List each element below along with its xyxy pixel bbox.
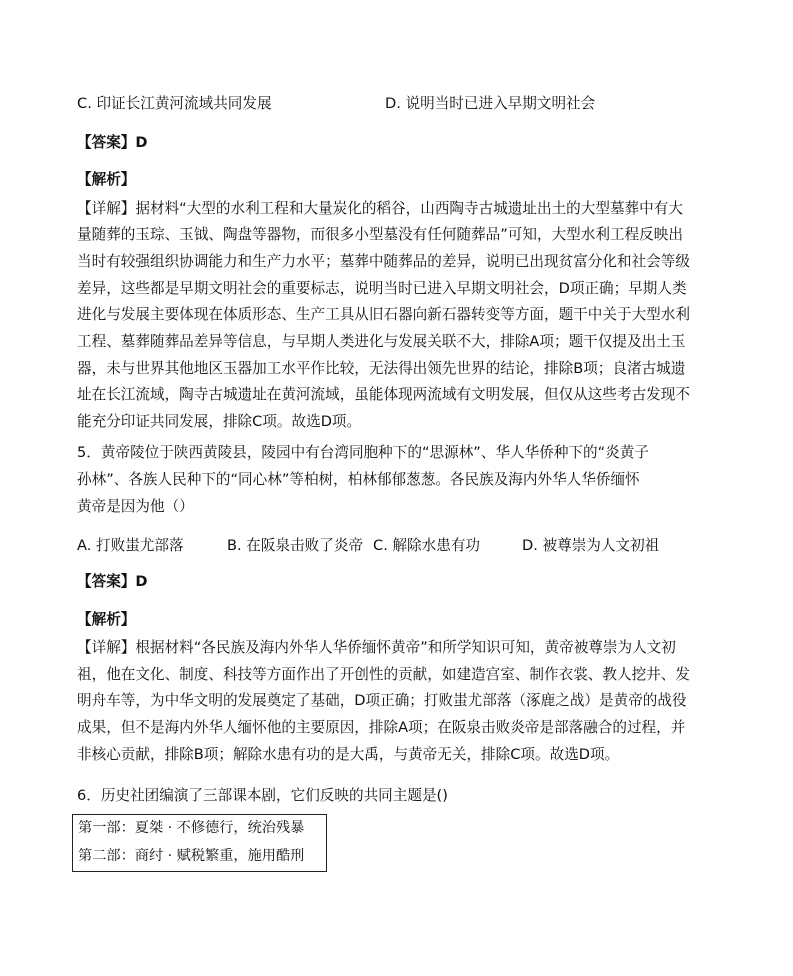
q4-option-d: D. 说明当时已进入早期文明社会	[385, 95, 596, 112]
q5-analysis-title: 【解析】	[77, 611, 136, 628]
q6-table-row: 第一部：夏桀 · 不修德行，统治残暴	[78, 820, 305, 836]
q4-detail-line: 工程、墓葬随葬品差异等信息，与早期人类进化与发展关联不大，排除A项；题干仅提及出土玉	[77, 333, 686, 350]
q4-detail-line: 能充分印证共同发展，排除C项。故选D项。	[77, 413, 362, 430]
q5-detail-line: 【详解】根据材料“各民族及海内外华人华侨缅怀黄帝”和所学知识可知，黄帝被尊崇为人文初	[77, 639, 676, 656]
q5-detail-line: 成果，但不是海内外华人缅怀他的主要原因，排除A项；在阪泉击败炎帝是部落融合的过程，并	[77, 719, 686, 736]
q4-detail-line: 址在长江流域，陶寺古城遗址在黄河流域，虽能体现两流域有文明发展，但仅从这些考古发现不	[77, 386, 690, 403]
q5-option-d: D. 被尊崇为人文初祖	[522, 537, 660, 554]
q5-option-b: B. 在阪泉击败了炎帝	[227, 537, 364, 554]
q5-option-c: C. 解除水患有功	[373, 537, 481, 554]
q6-table-row: 第二部：商纣 · 赋税繁重，施用酷刑	[78, 848, 305, 864]
q5-stem-line: 孙林”、各族人民种下的“同心林”等柏树，柏林郁郁葱葱。各民族及海内外华人华侨缅怀	[77, 471, 640, 488]
q4-analysis-title: 【解析】	[77, 171, 136, 188]
q6-stem: 6．历史社团编演了三部课本剧，它们反映的共同主题是()	[77, 787, 448, 804]
q4-detail-line: 器，未与世界其他地区玉器加工水平作比较，无法得出领先世界的结论，排除B项；良渚古城遗	[77, 360, 686, 377]
q4-detail-line: 量随葬的玉琮、玉钺、陶盘等器物，而很多小型墓没有任何随葬品”可知，大型水利工程反映出	[77, 226, 683, 243]
q4-option-c: C. 印证长江黄河流域共同发展	[77, 95, 272, 112]
q4-detail-line: 【详解】据材料“大型的水利工程和大量炭化的稻谷，山西陶寺古城遗址出土的大型墓葬中有大	[77, 200, 683, 217]
q4-detail-line: 进化与发展主要体现在体质形态、生产工具从旧石器向新石器转变等方面，题干中关于大型水利	[77, 306, 690, 323]
q4-detail-line: 差异，这些都是早期文明社会的重要标志，说明当时已进入早期文明社会，D项正确；早期人类	[77, 280, 687, 297]
q4-answer: 【答案】D	[77, 134, 148, 151]
q5-option-a: A. 打败蚩尤部落	[77, 537, 184, 554]
q5-detail-line: 明舟车等，为中华文明的发展奠定了基础，D项正确；打败蚩尤部落（涿鹿之战）是黄帝的战役	[77, 692, 687, 709]
q5-stem-line: 黄帝是因为他（）	[77, 498, 194, 515]
q5-stem-line: 5．黄帝陵位于陕西黄陵县，陵园中有台湾同胞种下的“思源林”、华人华侨种下的“炎黄子	[77, 444, 649, 461]
q5-detail-line: 非核心贡献，排除B项；解除水患有功的是大禹，与黄帝无关，排除C项。故选D项。	[77, 746, 620, 763]
q5-answer: 【答案】D	[77, 573, 148, 590]
q5-detail-line: 祖，他在文化、制度、科技等方面作出了开创性的贡献，如建造宫室、制作衣裳、教人挖井、发	[77, 666, 690, 683]
q6-play-table	[72, 814, 327, 872]
q4-detail-line: 当时有较强组织协调能力和生产力水平；墓葬中随葬品的差异，说明已出现贫富分化和社会等级	[77, 253, 690, 270]
